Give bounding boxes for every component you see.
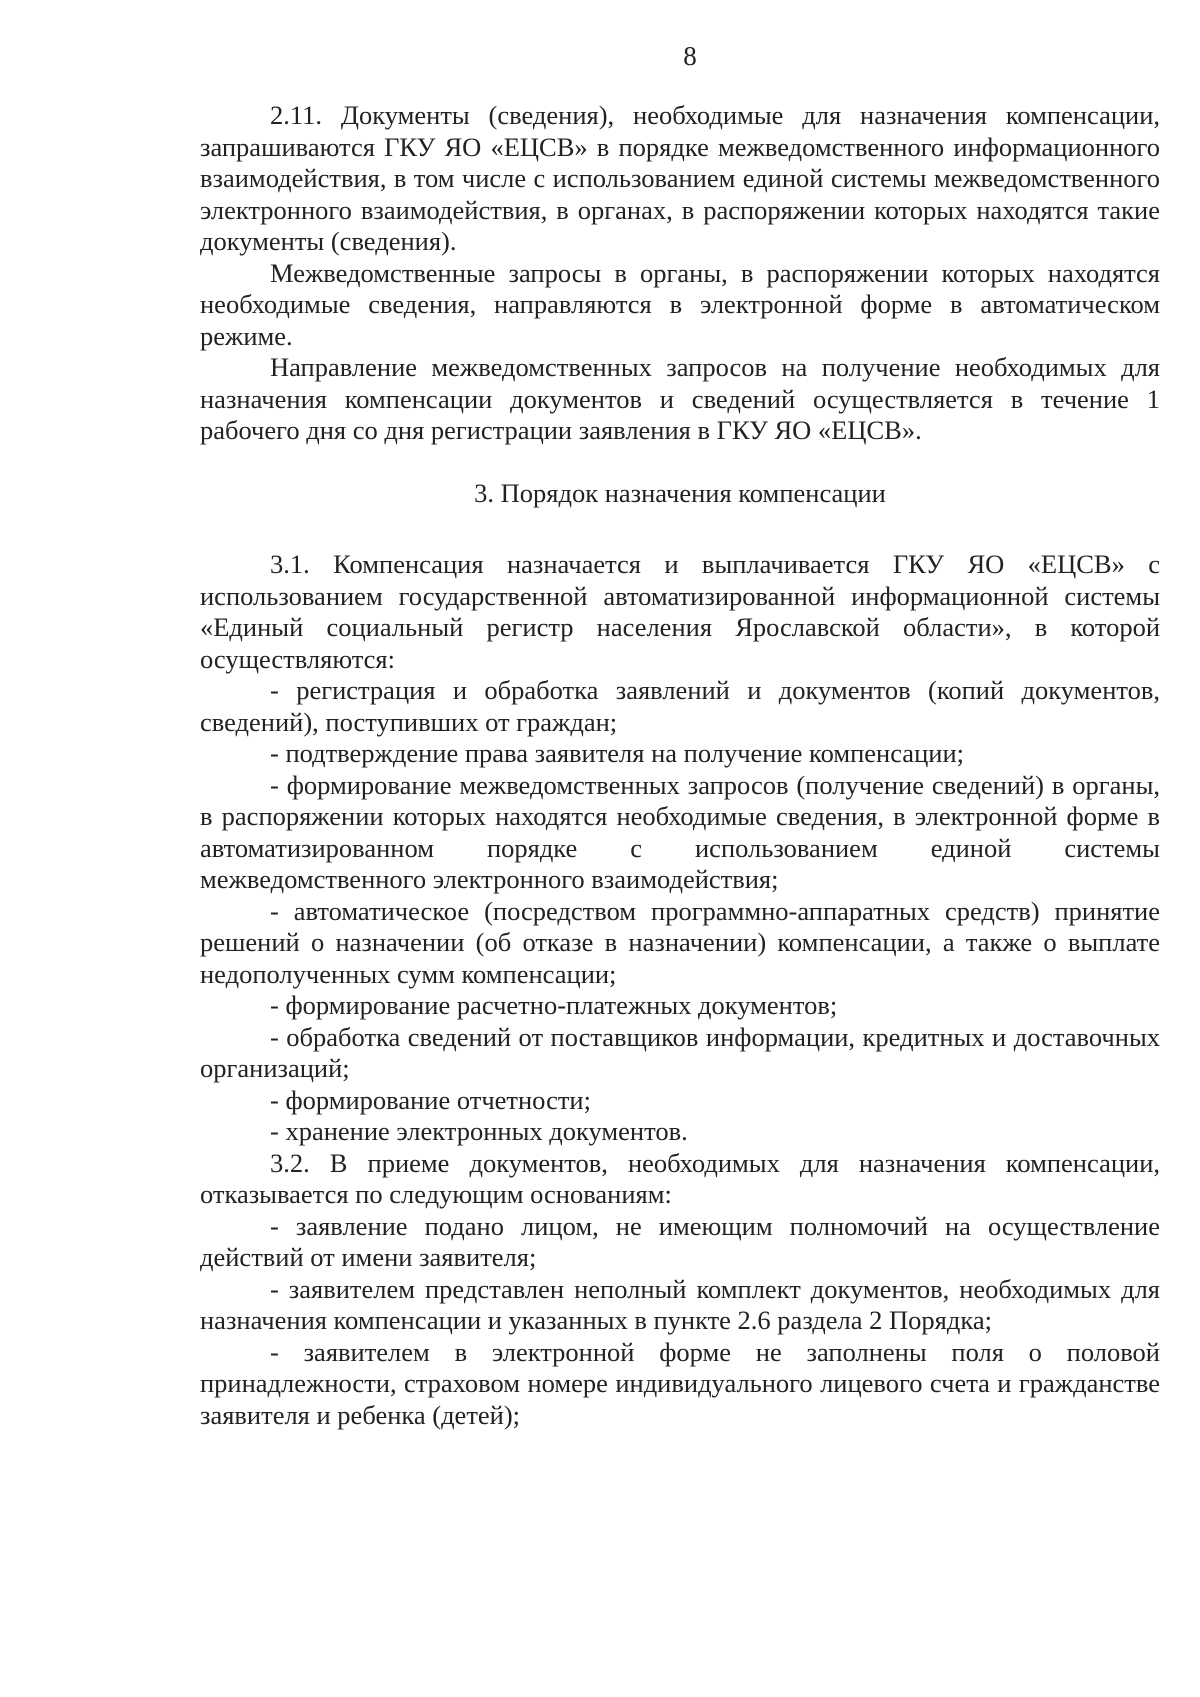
list-item-automatic-decisions: - автоматическое (посредством программно-аппаратных средств) принятие решений о назначении (об отказе в назначении) компенсации, а также о выплате недополученных сумм компенсации; <box>200 895 1160 989</box>
paragraph-request-timing: Направление межведомственных запросов на получение необходимых для назначения компенсации документов и сведений осуществляется в течение 1 рабочего дня со дня регистрации заявления в ГКУ ЯО «ЕЦСВ». <box>200 352 1160 445</box>
list-item-missing-fields: - заявителем в электронной форме не заполнены поля о половой принадлежности, страховом номере индивидуального лицевого счета и гражданстве заявителя и ребенка (детей); <box>200 1336 1160 1430</box>
list-item-no-authority: - заявление подано лицом, не имеющим полномочий на осуществление действий от имени заявителя; <box>200 1210 1160 1272</box>
page-number: 8 <box>683 41 697 71</box>
list-item-reporting: - формирование отчетности; <box>270 1084 591 1115</box>
paragraph-interagency-requests: Межведомственные запросы в органы, в распоряжении которых находятся необходимые сведения, направляются в электронной форме в автоматическом режиме. <box>200 257 1160 351</box>
list-item-storage: - хранение электронных документов. <box>270 1116 688 1146</box>
section-heading: 3. Порядок назначения компенсации <box>474 477 886 508</box>
list-item-incomplete-documents: - заявителем представлен неполный комплект документов, необходимых для назначения компенсации и указанных в пункте 2.6 раздела 2 Порядка; <box>200 1273 1160 1335</box>
paragraph-3-1: 3.1. Компенсация назначается и выплачивается ГКУ ЯО «ЕЦСВ» с использованием государственной автоматизированной информационной системы «Единый социальный регистр населения Ярославской области», в которой осуществляются: <box>200 549 1160 674</box>
paragraph-3-2: 3.2. В приеме документов, необходимых для назначения компенсации, отказывается по следующим основаниям: <box>200 1147 1160 1209</box>
paragraph-2-11: 2.11. Документы (сведения), необходимые для назначения компенсации, запрашиваются ГКУ ЯО «ЕЦСВ» в порядке межведомственного информационного взаимодействия, в том числе с использованием единой системы межведомственного электронного взаимодействия, в органах, в распоряжении которых находятся такие документы (сведения). <box>200 100 1160 256</box>
list-item-supplier-data: - обработка сведений от поставщиков информации, кредитных и доставочных организаций; <box>200 1021 1160 1083</box>
list-item-payment-documents: - формирование расчетно-платежных документов; <box>270 990 838 1020</box>
list-item-confirmation: - подтверждение права заявителя на получение компенсации; <box>270 738 964 768</box>
document-body <box>200 100 1160 1431</box>
list-item-interagency-requests: - формирование межведомственных запросов (получение сведений) в органы, в распоряжении которых находятся необходимые сведения, в электронной форме в автоматизированном порядке с использованием единой системы межведомственного электронного взаимодействия; <box>200 769 1160 894</box>
list-item-registration: - регистрация и обработка заявлений и документов (копий документов, сведений), поступивших от граждан; <box>200 675 1160 737</box>
